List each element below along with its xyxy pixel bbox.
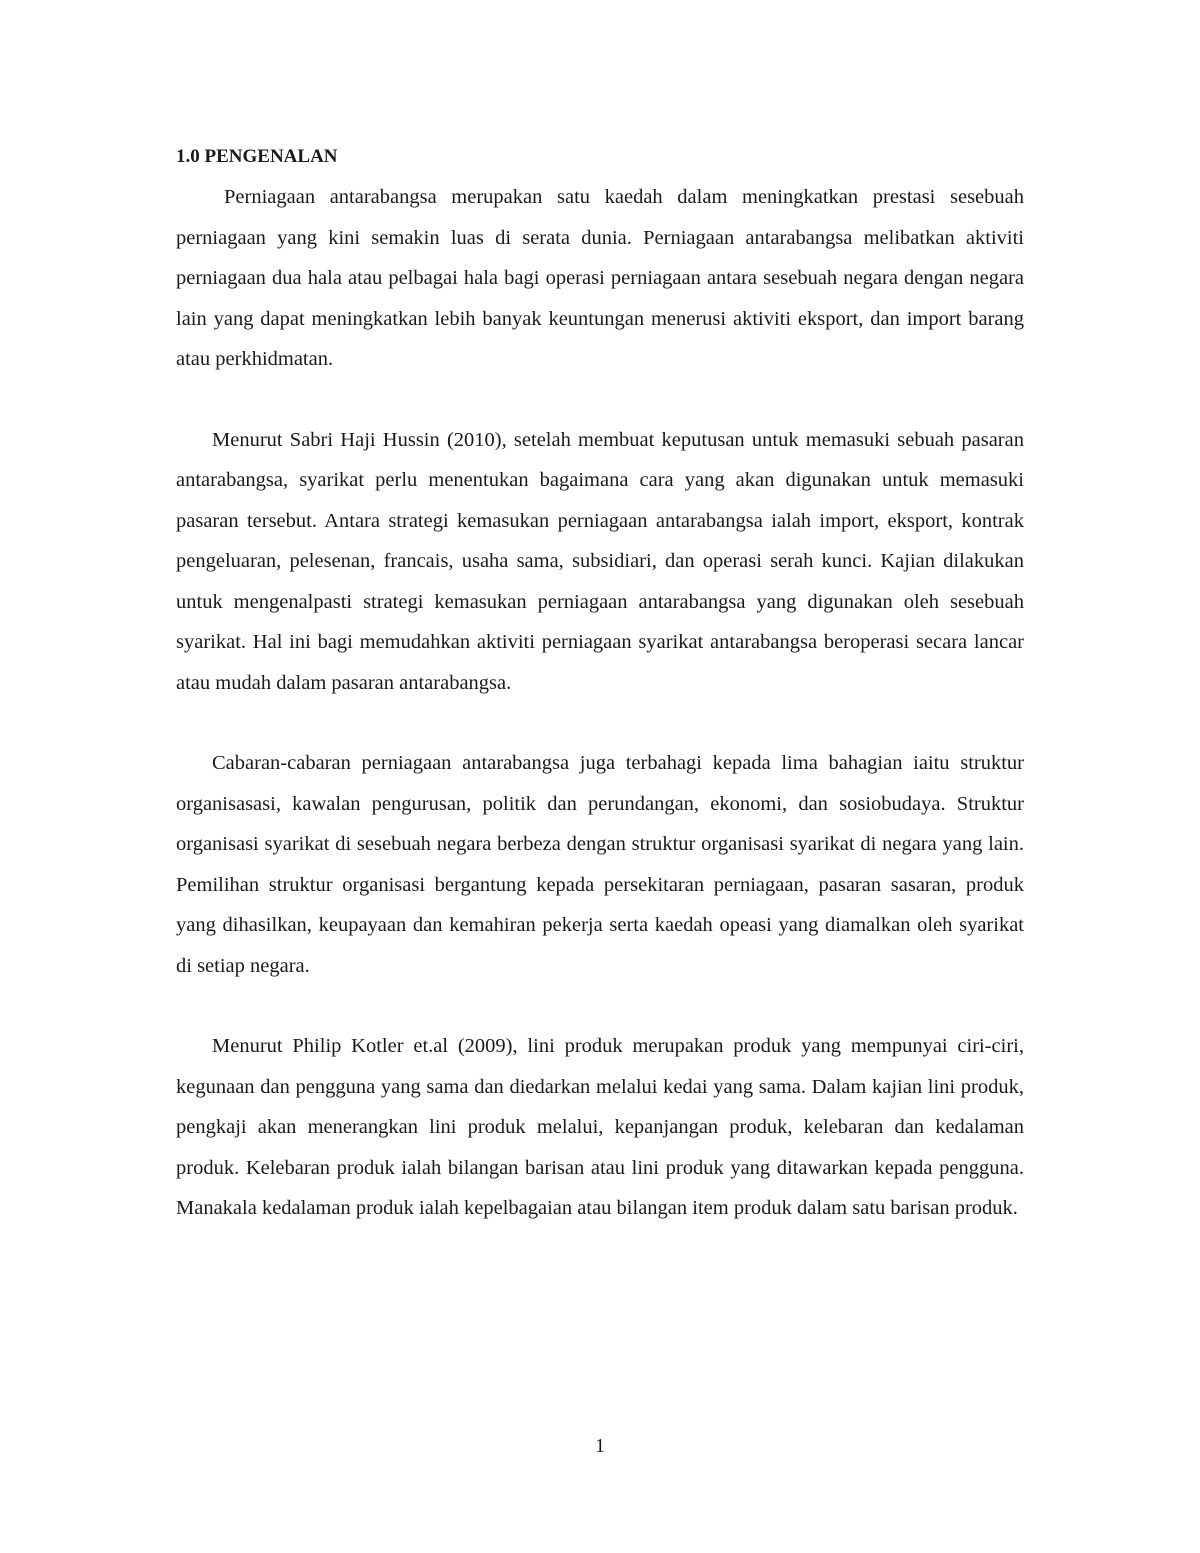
section-heading: 1.0 PENGENALAN — [176, 146, 338, 167]
paragraph-spacer — [176, 380, 1024, 420]
paragraph-spacer — [176, 986, 1024, 1026]
paragraph-2: Menurut Sabri Haji Hussin (2010), setelah membuat keputusan untuk memasuki sebuah pasaran antarabangsa, syarikat perlu menentukan bagaimana cara yang akan digunakan untuk memasuki pasaran tersebut. Antara strategi kemasukan perniagaan antarabangsa ialah import, eksport, kontrak pengeluaran, pelesenan, francais, usaha sama, subsidiari, dan operasi serah kunci. Kajian dilakukan untuk mengenalpasti strategi kemasukan perniagaan antarabangsa yang digunakan oleh sesebuah syarikat. Hal ini bagi memudahkan aktiviti perniagaan syarikat antarabangsa beroperasi secara lancar atau mudah dalam pasaran antarabangsa. — [176, 428, 1024, 694]
document-body — [176, 143, 1024, 1229]
paragraph-4: Menurut Philip Kotler et.al (2009), lini produk merupakan produk yang mempunyai ciri-ciri, kegunaan dan pengguna yang sama dan diedarkan melalui kedai yang sama. Dalam kajian lini produk, pengkaji akan menerangkan lini produk melalui, kepanjangan produk, kelebaran dan kedalaman produk. Kelebaran produk ialah bilangan barisan atau lini produk yang ditawarkan kepada pengguna. Manakala kedalaman produk ialah kepelbagaian atau bilangan item produk dalam satu barisan produk. — [176, 1035, 1024, 1219]
paragraph-spacer — [176, 703, 1024, 743]
page-number: 1 — [595, 1435, 605, 1457]
paragraph-3: Cabaran-cabaran perniagaan antarabangsa juga terbahagi kepada lima bahagian iaitu struktur organisasasi, kawalan pengurusan, politik dan perundangan, ekonomi, dan sosiobudaya. Struktur organisasi syarikat di sesebuah negara berbeza dengan struktur organisasi syarikat di negara yang lain. Pemilihan struktur organisasi bergantung kepada persekitaran perniagaan, pasaran sasaran, produk yang dihasilkan, keupayaan dan kemahiran pekerja serta kaedah opeasi yang diamalkan oleh syarikat di setiap negara. — [176, 752, 1024, 977]
paragraph-1: Perniagaan antarabangsa merupakan satu kaedah dalam meningkatkan prestasi sesebuah perniagaan yang kini semakin luas di serata dunia. Perniagaan antarabangsa melibatkan aktiviti perniagaan dua hala atau pelbagai hala bagi operasi perniagaan antara sesebuah negara dengan negara lain yang dapat meningkatkan lebih banyak keuntungan menerusi aktiviti eksport, dan import barang atau perkhidmatan. — [176, 186, 1024, 370]
